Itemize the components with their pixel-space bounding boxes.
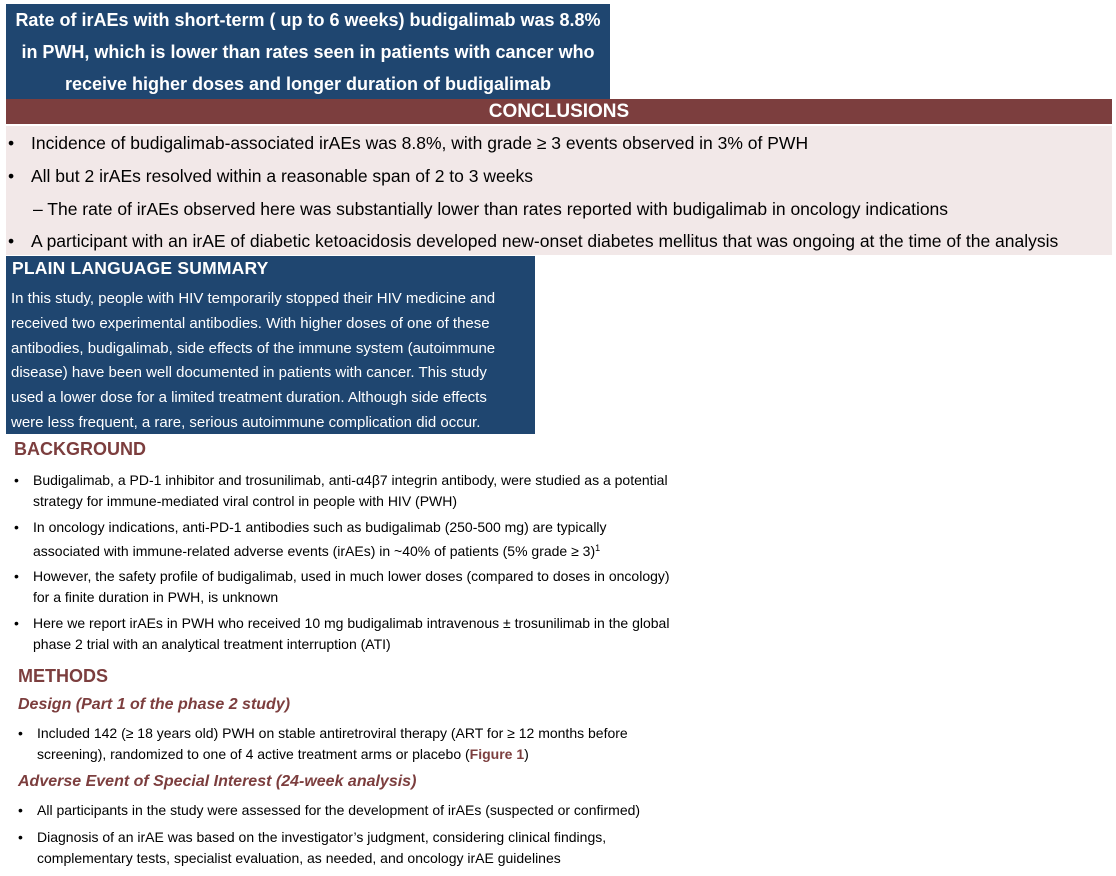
methods-line-with-ref bbox=[37, 744, 628, 765]
background-line: phase 2 trial with an analytical treatment interruption (ATI) bbox=[33, 636, 391, 652]
background-line: Here we report irAEs in PWH who received 10 mg budigalimab intravenous ± trosunilimab in the global bbox=[33, 615, 670, 631]
bullet-icon: • bbox=[18, 802, 23, 818]
key-message-line: receive higher doses and longer duration of budigalimab bbox=[64, 74, 552, 94]
plain-language-line: disease) have been well documented in patients with cancer. This study bbox=[11, 364, 487, 382]
bullet-icon: • bbox=[14, 568, 19, 584]
background-line: In oncology indications, anti-PD-1 antibodies such as budigalimab (250-500 mg) are typically bbox=[33, 519, 607, 535]
background-line: strategy for immune-mediated viral control in people with HIV (PWH) bbox=[33, 493, 458, 509]
plain-language-text bbox=[11, 287, 535, 434]
bullet-icon: • bbox=[8, 133, 15, 153]
bullet-icon: • bbox=[8, 231, 15, 251]
bullet-icon: • bbox=[14, 472, 19, 488]
methods-heading: METHODS bbox=[18, 666, 108, 686]
methods-line: All participants in the study were assessed for the development of irAEs (suspected or confirmed) bbox=[37, 802, 641, 818]
plain-language-line: received two experimental antibodies. With higher doses of one of these bbox=[11, 314, 490, 332]
plain-language-line: used a lower dose for a limited treatment duration. Although side effects bbox=[11, 389, 487, 407]
conclusion-text: A participant with an irAE of diabetic ketoacidosis developed new-onset diabetes mellitus that was ongoing at the time of the analysis bbox=[31, 231, 1059, 251]
conclusions-body bbox=[6, 126, 1112, 255]
methods-line: Included 142 (≥ 18 years old) PWH on stable antiretroviral therapy (ART for ≥ 12 months before bbox=[37, 725, 628, 741]
background-line-with-ref bbox=[33, 538, 607, 562]
plain-language-line: antibodies, budigalimab, side effects of the immune system (autoimmune bbox=[11, 339, 496, 357]
methods-line: screening), randomized to one of 4 active treatment arms or placebo ( bbox=[37, 746, 470, 762]
background-heading: BACKGROUND bbox=[14, 439, 146, 459]
figure-link[interactable]: Figure 1 bbox=[469, 746, 525, 762]
conclusion-text: All but 2 irAEs resolved within a reasonable span of 2 to 3 weeks bbox=[31, 166, 533, 186]
key-message-line: in PWH, which is lower than rates seen in patients with cancer who bbox=[21, 42, 595, 62]
plain-language-line: were less frequent, a rare, serious autoimmune complication did occur. bbox=[11, 413, 481, 431]
methods-line: Diagnosis of an irAE was based on the investigator’s judgment, considering clinical findings, bbox=[37, 829, 607, 845]
dash-icon: – bbox=[33, 199, 43, 219]
aesi-subheading: Adverse Event of Special Interest (24-week analysis) bbox=[18, 773, 417, 790]
bullet-icon: • bbox=[8, 166, 15, 186]
conclusions-header: CONCLUSIONS bbox=[6, 99, 1112, 124]
design-subheading: Design (Part 1 of the phase 2 study) bbox=[18, 696, 291, 713]
background-line: associated with immune-related adverse events (irAEs) in ~40% of patients (5% grade ≥ 3) bbox=[33, 543, 596, 559]
background-line: for a finite duration in PWH, is unknown bbox=[33, 589, 279, 605]
key-message-box bbox=[6, 4, 610, 99]
footnote-ref: 1 bbox=[595, 543, 601, 553]
background-line: However, the safety profile of budigalimab, used in much lower doses (compared to doses in oncology) bbox=[33, 568, 670, 584]
plain-language-line: In this study, people with HIV temporarily stopped their HIV medicine and bbox=[11, 290, 496, 307]
bullet-icon: • bbox=[14, 615, 19, 631]
key-message-line: Rate of irAEs with short-term ( up to 6 weeks) budigalimab was 8.8% bbox=[15, 10, 601, 30]
conclusion-sub-item bbox=[33, 199, 948, 220]
conclusion-text: Incidence of budigalimab-associated irAEs was 8.8%, with grade ≥ 3 events observed in 3% of PWH bbox=[31, 133, 809, 153]
plain-language-title: PLAIN LANGUAGE SUMMARY bbox=[12, 258, 269, 278]
methods-line: complementary tests, specialist evaluation, as needed, and oncology irAE guidelines bbox=[37, 850, 561, 866]
conclusion-sub-text: The rate of irAEs observed here was substantially lower than rates reported with budigalimab in oncology indications bbox=[47, 199, 949, 219]
plain-language-summary bbox=[6, 256, 535, 434]
methods-line: ) bbox=[524, 746, 529, 762]
bullet-icon: • bbox=[18, 829, 23, 845]
bullet-icon: • bbox=[14, 519, 19, 535]
background-line: Budigalimab, a PD-1 inhibitor and trosunilimab, anti-α4β7 integrin antibody, were studied as a potential bbox=[33, 472, 668, 488]
bullet-icon: • bbox=[18, 725, 23, 741]
